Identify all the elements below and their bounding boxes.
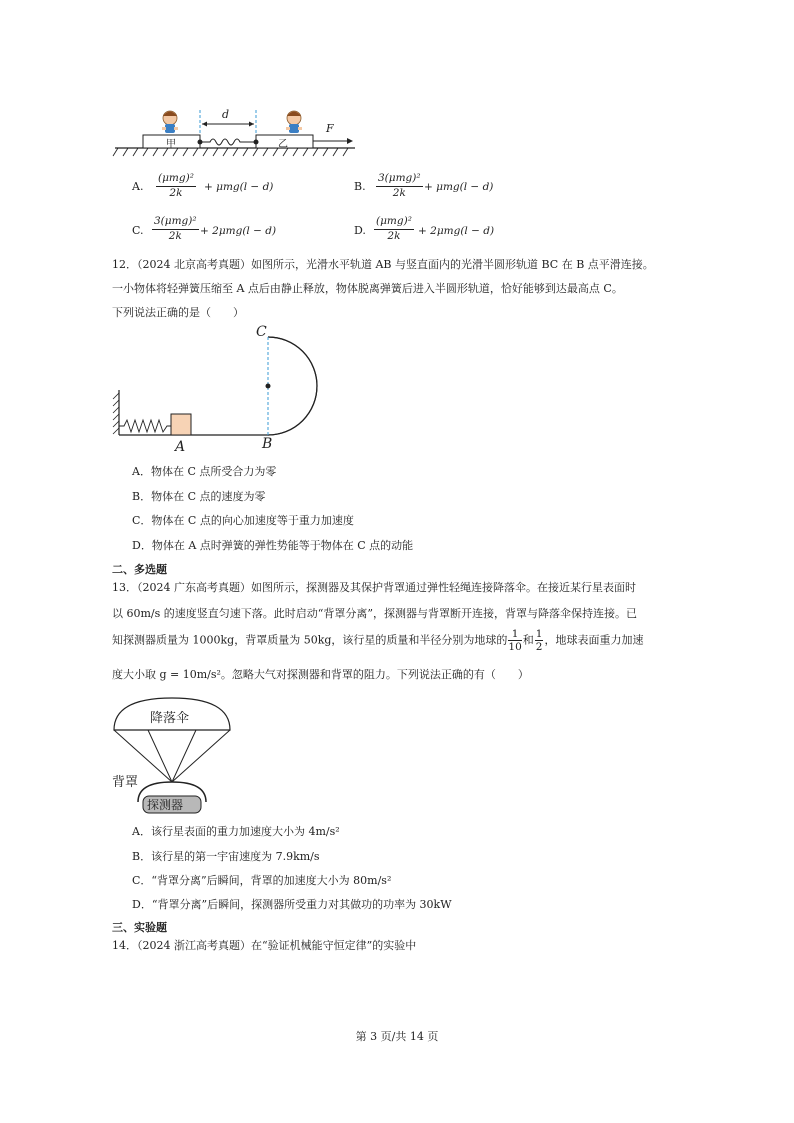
option-tail: + μmg(l − d): [204, 181, 274, 193]
q13-stem-line1: 13．（2024 广东高考真题）如图所示，探测器及其保护背罩通过弹性轻绳连接降落伞。在接近某行星表面时: [112, 581, 636, 594]
q13-stem-line3: [112, 628, 643, 653]
q12-option-b[interactable]: B．物体在 C 点的速度为零: [132, 490, 266, 503]
label-jia: 甲: [166, 139, 176, 150]
option-fraction: [156, 172, 196, 200]
option-letter: C.: [132, 224, 144, 237]
q13-option-a[interactable]: A．该行星表面的重力加速度大小为 4m/s²: [132, 825, 340, 838]
option-tail: + 2μmg(l − d): [200, 225, 277, 237]
q12-option-d[interactable]: D．物体在 A 点时弹簧的弹性势能等于物体在 C 点的动能: [132, 539, 414, 552]
fraction-one-tenth: $\frac{1}{10}$: [508, 628, 522, 653]
fraction-denominator: 2k: [169, 187, 183, 199]
label-parachute: 降落伞: [150, 711, 190, 726]
track-figure: [110, 325, 330, 460]
label-yi: 乙: [278, 139, 288, 150]
label-probe: 探测器: [147, 798, 184, 812]
option-letter: D.: [354, 224, 366, 237]
q13-line3-b: ，地球表面重力加速: [544, 633, 644, 647]
q12-stem-line3: 下列说法正确的是（ ）: [112, 306, 244, 319]
fraction-numerator: (μmg)²: [156, 172, 196, 187]
q12-stem-line2: 一小物体将轻弹簧压缩至 A 点后由静止释放，物体脱离弹簧后进入半圆形轨道，恰好能够到达最高点 C。: [112, 282, 623, 295]
label-F: F: [326, 122, 334, 135]
fraction-denominator: 2k: [392, 187, 406, 199]
section-heading-experiment: 三、实验题: [112, 921, 167, 934]
fraction-denominator: 2k: [387, 230, 401, 242]
label-d: d: [222, 108, 230, 121]
fraction-numerator: (μmg)²: [374, 215, 414, 230]
label-C: C: [256, 324, 267, 340]
page-number: 第 3 页/共 14 页: [355, 1030, 439, 1043]
block-a: [171, 414, 191, 435]
fraction-numerator: 3(μmg)²: [376, 172, 423, 187]
option-fraction: [374, 215, 414, 243]
person-jia-icon: [162, 111, 178, 133]
label-B: B: [262, 436, 273, 452]
option-tail: + μmg(l − d): [424, 181, 494, 193]
q13-option-b[interactable]: B．该行星的第一宇宙速度为 7.9km/s: [132, 850, 320, 863]
label-A: A: [175, 439, 186, 455]
q12-stem-line1: 12．（2024 北京高考真题）如图所示，光滑水平轨道 AB 与竖直面内的光滑半圆形轨道 BC 在 B 点平滑连接。: [112, 258, 654, 271]
spring: [200, 139, 256, 145]
q13-stem-line4: 度大小取 g = 10m/s²。忽略大气对探测器和背罩的阻力。下列说法正确的有（ ）: [112, 668, 529, 681]
option-letter: A.: [132, 180, 144, 193]
and-text: 和: [522, 633, 534, 647]
q12-option-c[interactable]: C．物体在 C 点的向心加速度等于重力加速度: [132, 514, 354, 527]
spring: [119, 420, 171, 432]
q13-stem-line2: 以 60m/s 的速度竖直匀速下落。此时启动“背罩分离”，探测器与背罩断开连接，背罩与降落伞保持连接。已: [112, 607, 638, 620]
person-yi-icon: [286, 111, 302, 133]
option-fraction: [376, 172, 423, 200]
q12-option-a[interactable]: A．物体在 C 点所受合力为零: [132, 465, 277, 478]
label-backshell: 背罩: [112, 775, 139, 790]
q14-stem-line1: 14．（2024 浙江高考真题）在“验证机械能守恒定律”的实验中: [112, 939, 417, 952]
semicircle-track: [268, 337, 317, 435]
q13-line3-a: 知探测器质量为 1000kg，背罩质量为 50kg，该行星的质量和半径分别为地球的: [112, 633, 508, 647]
fraction-one-half: $\frac{1}{2}$: [535, 628, 543, 653]
option-tail: + 2μmg(l − d): [418, 225, 495, 237]
option-fraction: [152, 215, 199, 243]
section-heading-multiple-choice: 二、多选题: [112, 563, 167, 576]
fraction-numerator: 3(μmg)²: [152, 215, 199, 230]
spring-blocks-figure: [110, 105, 360, 160]
q13-option-c[interactable]: C．“背罩分离”后瞬间，背罩的加速度大小为 80m/s²: [132, 874, 392, 887]
q13-option-d[interactable]: D．“背罩分离”后瞬间，探测器所受重力对其做功的功率为 30kW: [132, 898, 452, 911]
option-letter: B.: [354, 180, 366, 193]
fraction-denominator: 2k: [168, 230, 182, 242]
